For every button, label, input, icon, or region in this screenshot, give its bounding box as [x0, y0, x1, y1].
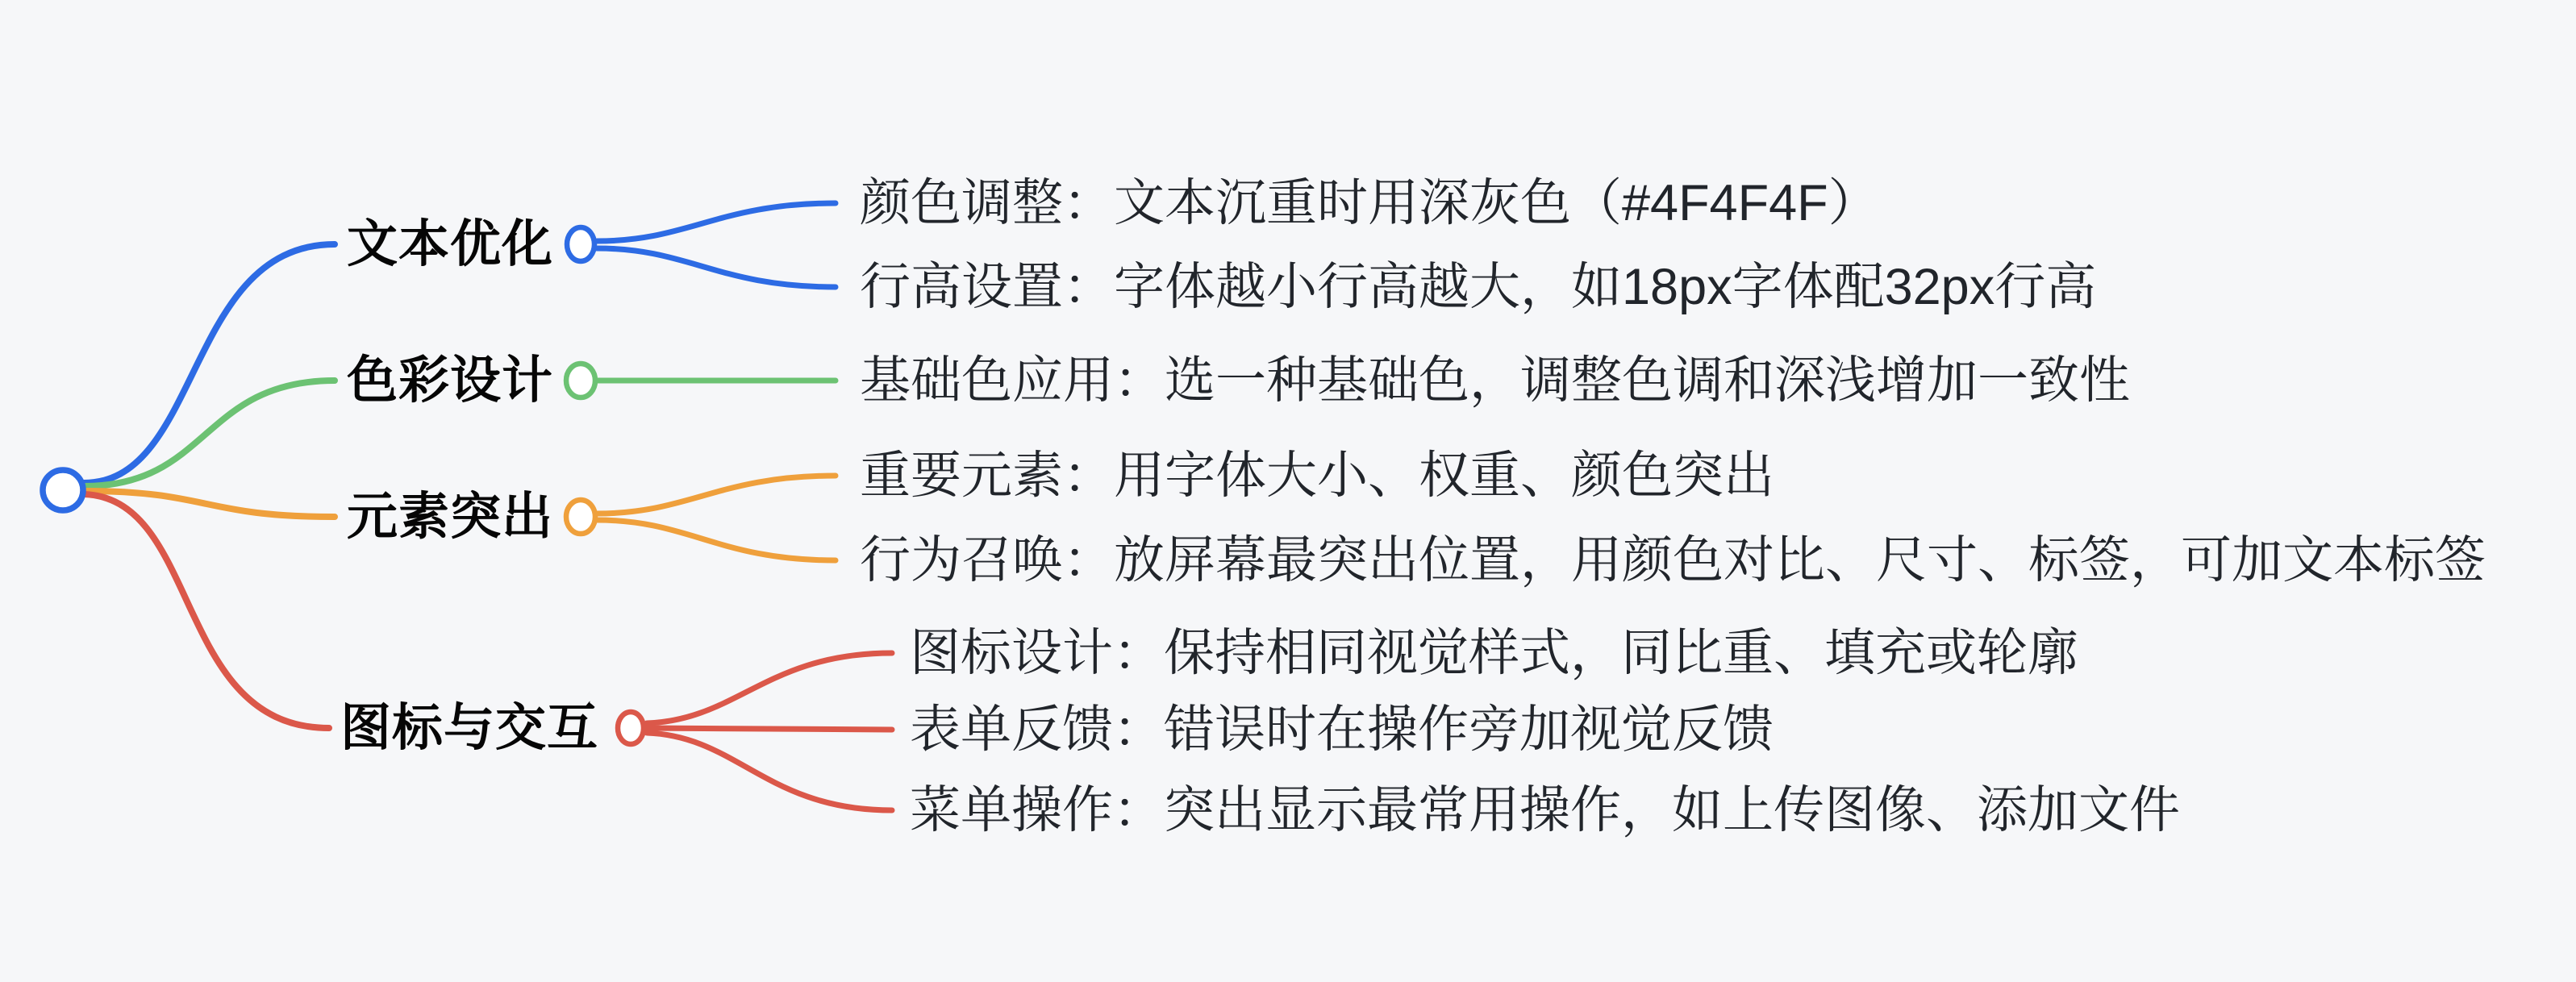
branch-node-text-optimization[interactable]: 文本优化: [347, 216, 553, 273]
root-node-circle[interactable]: [43, 470, 83, 510]
branch-node-element-emphasis[interactable]: 元素突出: [347, 489, 553, 545]
leaf-node-line-height[interactable]: 行高设置：字体越小行高越大，如18px字体配32px行高: [860, 259, 2097, 315]
branch-curve-text-optimization: [84, 244, 335, 483]
leaf-curve-call-to-action: [597, 520, 836, 560]
leaf-node-color-adjust[interactable]: 颜色调整：文本沉重时用深灰色（#4F4F4F）: [860, 175, 1879, 231]
branch-node-icon-interaction[interactable]: 图标与交互: [340, 700, 598, 756]
leaf-node-call-to-action[interactable]: 行为召唤：放屏幕最突出位置，用颜色对比、尺寸、标签，可加文本标签: [860, 532, 2486, 589]
branch-node-color-design[interactable]: 色彩设计: [347, 352, 553, 409]
leaf-node-important-elements[interactable]: 重要元素：用字体大小、权重、颜色突出: [860, 447, 1774, 504]
branch-node-circle-element-emphasis[interactable]: [566, 500, 595, 534]
leaf-curve-important-elements: [597, 476, 836, 514]
branch-node-circle-icon-interaction[interactable]: [618, 712, 644, 744]
branch-node-circle-color-design[interactable]: [566, 364, 595, 397]
leaf-curve-menu-actions: [647, 733, 892, 810]
leaf-node-base-color[interactable]: 基础色应用：选一种基础色，调整色调和深浅增加一致性: [860, 352, 2130, 409]
leaf-curve-icon-design: [647, 653, 892, 723]
leaf-curve-line-height: [597, 248, 836, 287]
leaf-curve-color-adjust: [597, 203, 836, 241]
leaf-node-menu-actions[interactable]: 菜单操作：突出显示最常用操作，如上传图像、添加文件: [910, 782, 2180, 838]
leaf-node-icon-design[interactable]: 图标设计：保持相同视觉样式，同比重、填充或轮廓: [910, 625, 2078, 681]
leaf-node-form-feedback[interactable]: 表单反馈：错误时在操作旁加视觉反馈: [910, 701, 1774, 758]
branch-curve-icon-interaction: [84, 494, 329, 728]
leaf-line-form-feedback: [647, 728, 892, 730]
branch-node-circle-text-optimization[interactable]: [567, 227, 594, 261]
